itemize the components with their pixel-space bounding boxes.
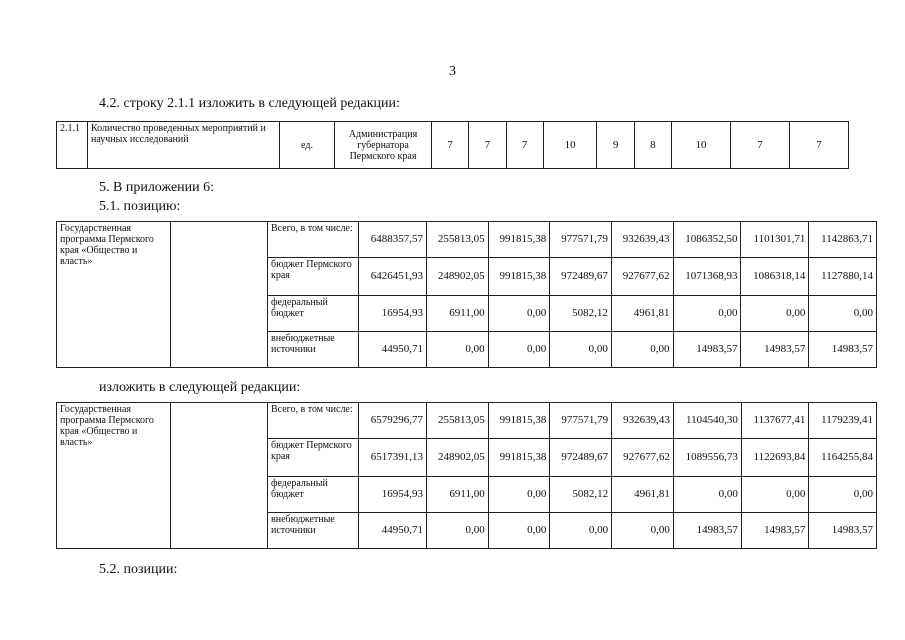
value-cell: 0,00: [673, 477, 741, 513]
value-cell: 0,00: [488, 296, 550, 332]
value-cell: 14983,57: [809, 332, 877, 368]
value-cell: 14983,57: [673, 513, 741, 549]
row-label: Всего, в том числе:: [268, 403, 359, 439]
responsible: Администрация губернатора Пермского края: [335, 122, 432, 169]
value-cell: 1127880,14: [809, 258, 877, 296]
value-cell: 991815,38: [488, 222, 550, 258]
page-number: 3: [449, 64, 456, 79]
paragraph-5: 5. В приложении 6:: [99, 180, 215, 195]
value-cell: 0,00: [427, 513, 489, 549]
paragraph-4-2: 4.2. строку 2.1.1 изложить в следующей редакции:: [99, 96, 400, 111]
value-cell: 972489,67: [550, 258, 612, 296]
value-cell: 0,00: [809, 477, 877, 513]
value-cell: 255813,05: [426, 222, 488, 258]
value-cell: 248902,05: [427, 439, 489, 477]
value-cell: 0,00: [488, 332, 550, 368]
value-cell: 14983,57: [741, 332, 809, 368]
value-cell: 44950,71: [359, 332, 427, 368]
value-cell: 991815,38: [488, 403, 550, 439]
value-cell: 14983,57: [673, 332, 741, 368]
value-cell: 4961,81: [612, 477, 674, 513]
value-cell: 248902,05: [426, 258, 488, 296]
row-label: внебюджетные источники: [268, 332, 359, 368]
program-name: Государственная программа Пермского края «Общество и власть»: [57, 403, 171, 549]
value-cell: 6579296,77: [359, 403, 427, 439]
program-name: Государственная программа Пермского края «Общество и власть»: [57, 222, 171, 368]
indicator-value: 7: [790, 122, 849, 169]
value-cell: 1164255,84: [809, 439, 877, 477]
value-cell: 972489,67: [550, 439, 612, 477]
value-cell: 0,00: [550, 513, 612, 549]
value-cell: 1089556,73: [673, 439, 741, 477]
value-cell: 5082,12: [550, 296, 612, 332]
finance-table-old: [56, 221, 877, 368]
indicator-value: 7: [469, 122, 506, 169]
row-label: бюджет Пермского края: [268, 439, 359, 477]
value-cell: 991815,38: [488, 258, 550, 296]
value-cell: 1142863,71: [809, 222, 877, 258]
value-cell: 0,00: [488, 477, 550, 513]
row-label: федеральный бюджет: [268, 477, 359, 513]
value-cell: 44950,71: [359, 513, 427, 549]
empty-cell: [171, 222, 268, 368]
indicator-value: 9: [597, 122, 634, 169]
value-cell: 0,00: [488, 513, 550, 549]
value-cell: 1086352,50: [673, 222, 741, 258]
value-cell: 0,00: [673, 296, 741, 332]
row-label: внебюджетные источники: [268, 513, 359, 549]
row-code: 2.1.1: [57, 122, 88, 169]
value-cell: 1071368,93: [673, 258, 741, 296]
value-cell: 0,00: [741, 296, 809, 332]
value-cell: 932639,43: [611, 222, 673, 258]
indicator-row-table: [56, 121, 849, 169]
indicator-name: Количество проведенных мероприятий и научных исследований: [88, 122, 280, 169]
value-cell: 991815,38: [488, 439, 550, 477]
row-label: федеральный бюджет: [268, 296, 359, 332]
value-cell: 1179239,41: [809, 403, 877, 439]
value-cell: 0,00: [611, 332, 673, 368]
finance-table-new: [56, 402, 877, 549]
row-label: Всего, в том числе:: [268, 222, 359, 258]
value-cell: 1086318,14: [741, 258, 809, 296]
indicator-value: 7: [731, 122, 790, 169]
value-cell: 16954,93: [359, 296, 427, 332]
value-cell: 6426451,93: [359, 258, 427, 296]
value-cell: 0,00: [426, 332, 488, 368]
value-cell: 5082,12: [550, 477, 612, 513]
indicator-value: 7: [506, 122, 543, 169]
value-cell: 0,00: [550, 332, 612, 368]
value-cell: 0,00: [809, 296, 877, 332]
value-cell: 16954,93: [359, 477, 427, 513]
value-cell: 0,00: [741, 477, 809, 513]
value-cell: 6517391,13: [359, 439, 427, 477]
value-cell: 4961,81: [611, 296, 673, 332]
empty-cell: [171, 403, 268, 549]
value-cell: 977571,79: [550, 403, 612, 439]
value-cell: 6911,00: [427, 477, 489, 513]
value-cell: 1104540,30: [673, 403, 741, 439]
value-cell: 977571,79: [550, 222, 612, 258]
value-cell: 0,00: [612, 513, 674, 549]
indicator-value: 8: [634, 122, 671, 169]
value-cell: 1101301,71: [741, 222, 809, 258]
unit: ед.: [280, 122, 335, 169]
value-cell: 932639,43: [612, 403, 674, 439]
value-cell: 14983,57: [741, 513, 809, 549]
value-cell: 6911,00: [426, 296, 488, 332]
paragraph-5-2: 5.2. позиции:: [99, 562, 178, 577]
value-cell: 927677,62: [612, 439, 674, 477]
value-cell: 1137677,41: [741, 403, 809, 439]
row-label: бюджет Пермского края: [268, 258, 359, 296]
indicator-value: 7: [432, 122, 469, 169]
indicator-value: 10: [672, 122, 731, 169]
value-cell: 14983,57: [809, 513, 877, 549]
value-cell: 1122693,84: [741, 439, 809, 477]
paragraph-new-edition: изложить в следующей редакции:: [99, 380, 301, 395]
value-cell: 255813,05: [427, 403, 489, 439]
value-cell: 927677,62: [611, 258, 673, 296]
indicator-value: 10: [543, 122, 597, 169]
value-cell: 6488357,57: [359, 222, 427, 258]
paragraph-5-1: 5.1. позицию:: [99, 199, 181, 214]
